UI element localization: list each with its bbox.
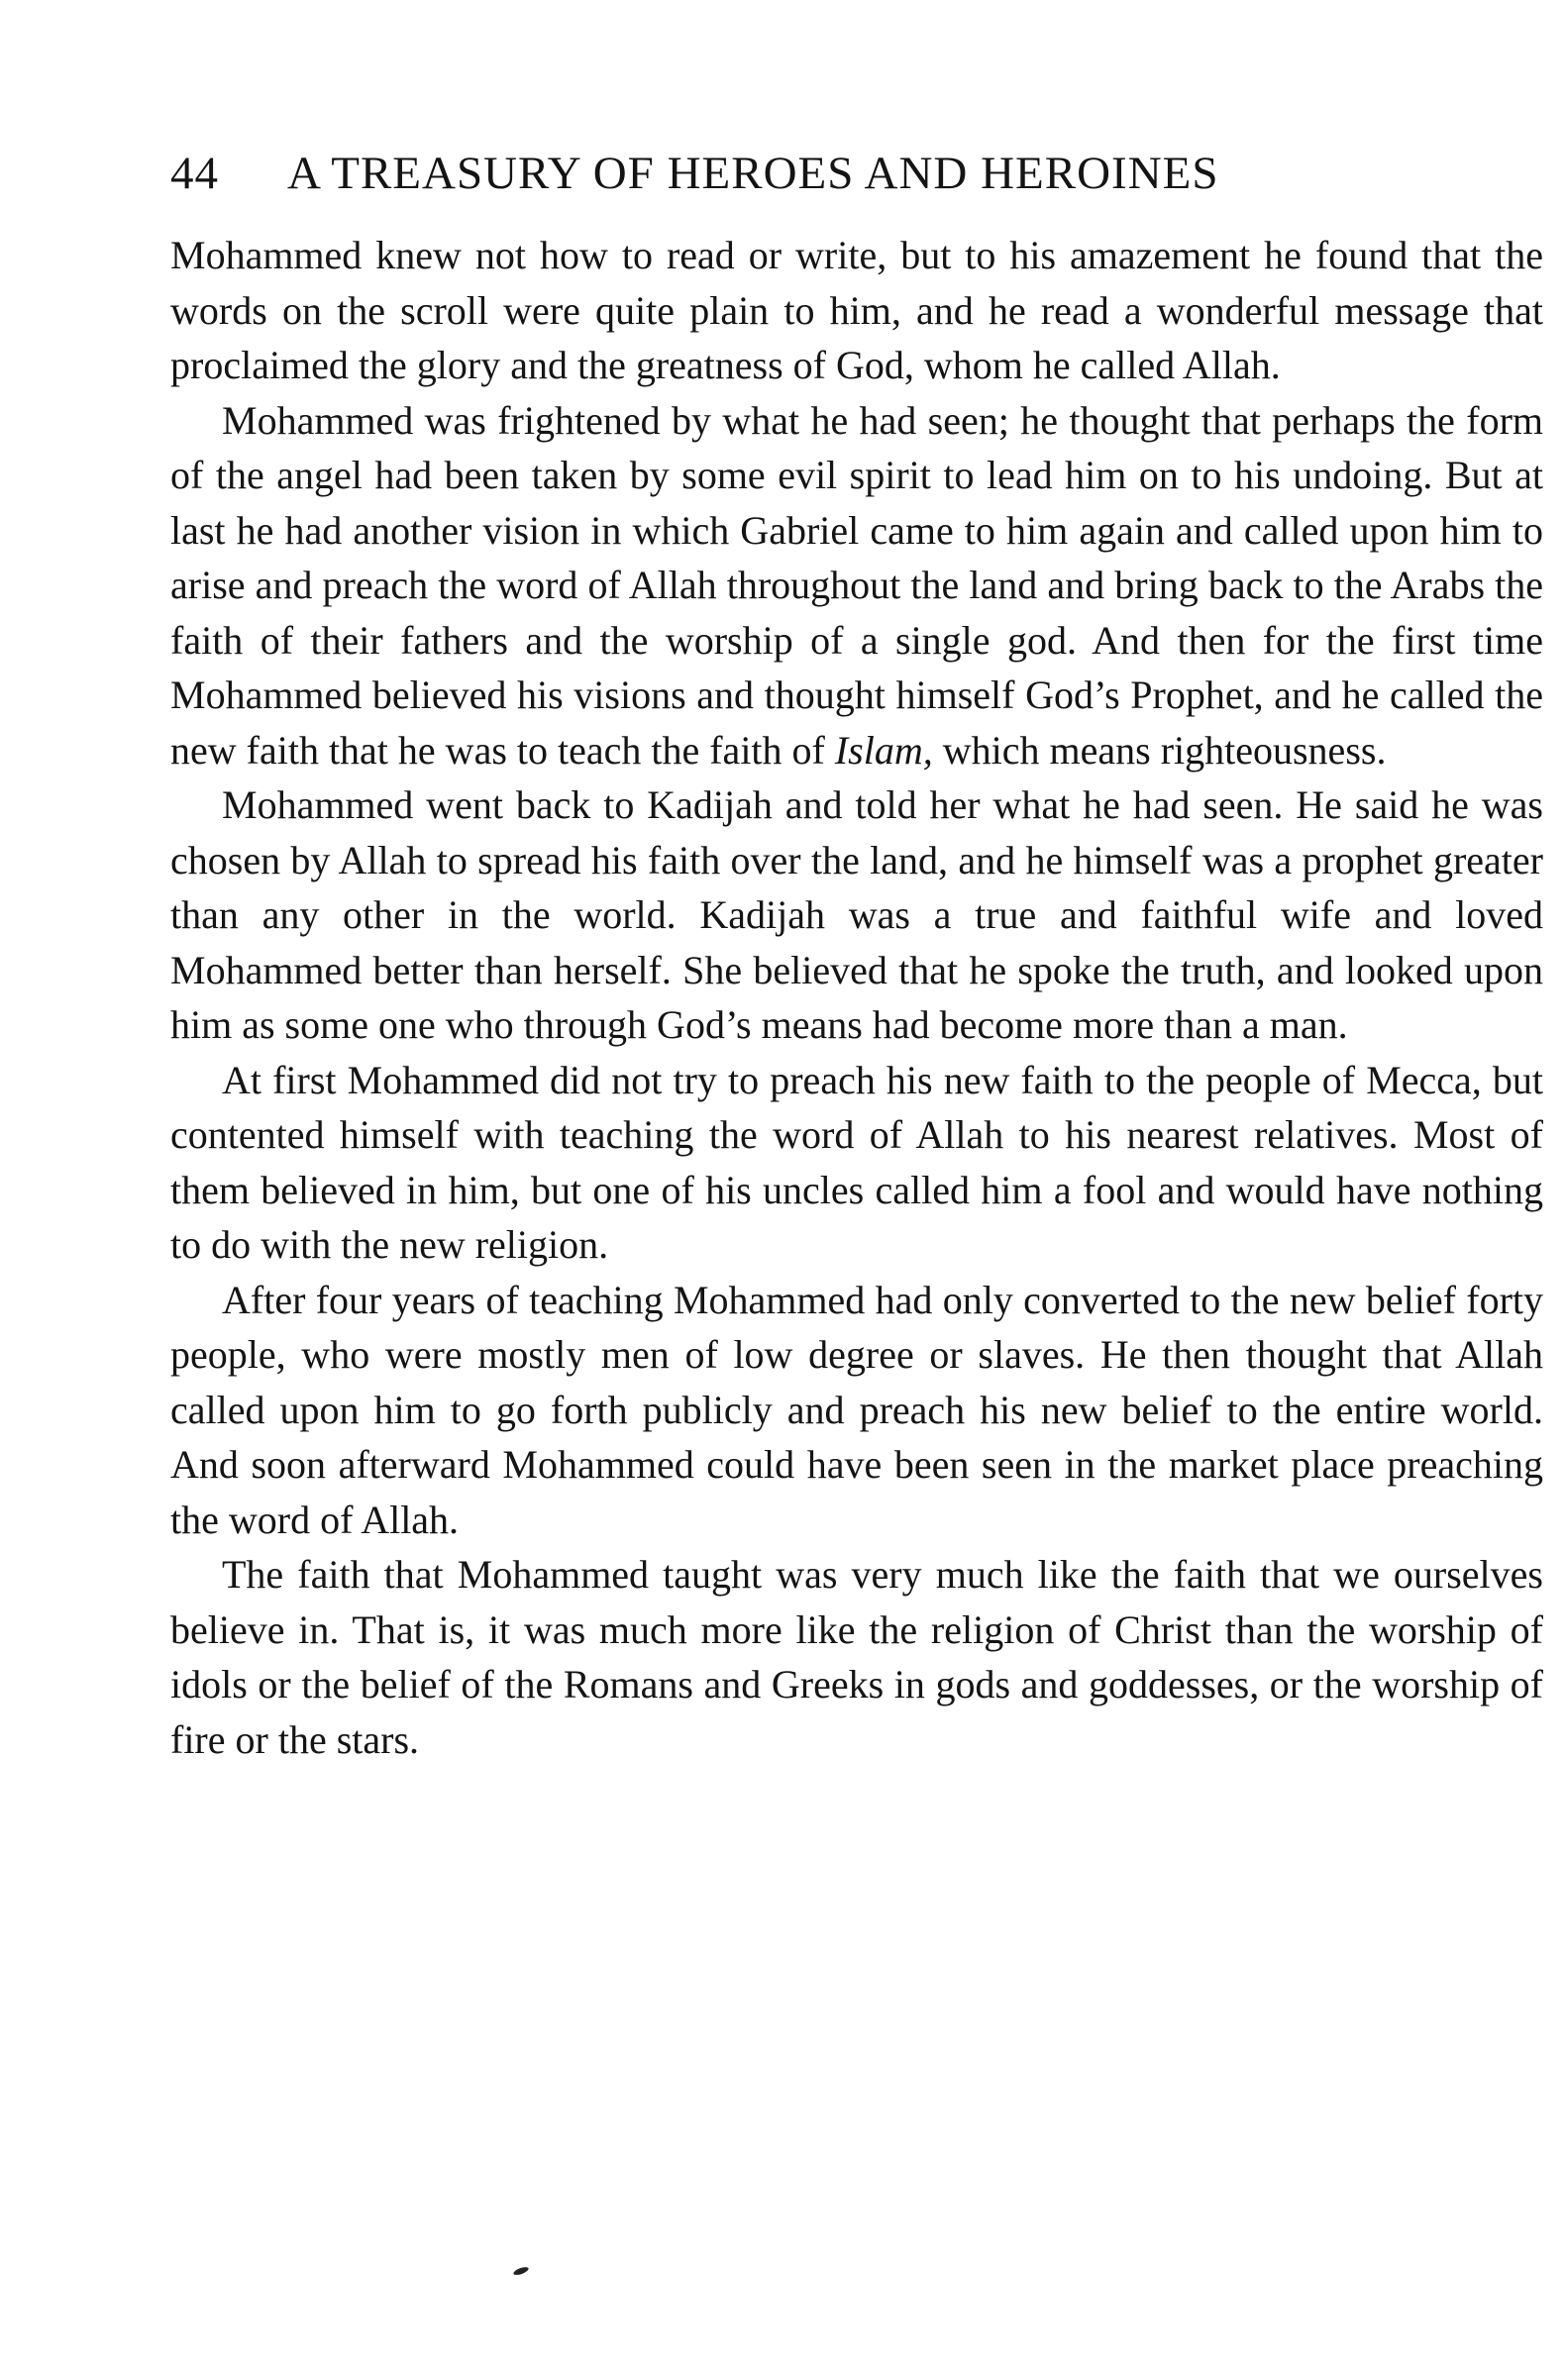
paragraph-4: At first Mohammed did not try to preach his new faith to the people of Mecca, but contented himself with teaching the word of Allah to his nearest relatives. Most of them believed in him, but one of his uncles called him a fool and would have nothing to do with the new religion. [170, 1057, 1543, 1267]
body-text [170, 228, 1543, 1767]
running-title: A TREASURY OF HEROES AND HEROINES [287, 148, 1219, 199]
ink-speck [512, 2265, 529, 2276]
paragraph-2-text: Mohammed was frightened by what he had seen; he thought that perhaps the form of the angel had been taken by some evil spirit to lead him on to his undoing. But at last he had another vision in which Gabriel came to him again and called upon him to arise and preach the word of Allah throughout the land and bring back to the Arabs the faith of their fathers and the worship of a single god. And then for the first time Mohammed believed his visions and thought himself God’s Prophet, and he called the new faith that he was to teach the faith of [170, 397, 1543, 773]
paragraph-6: The faith that Mohammed taught was very much like the faith that we ourselves believe in. That is, it was much more like the religion of Christ than the worship of idols or the belief of the Romans and Greeks in gods and goddesses, or the worship of fire or the stars. [170, 1552, 1543, 1762]
paragraph-1: Mohammed knew not how to read or write, but to his amazement he found that the words on the scroll were quite plain to him, and he read a wonderful message that proclaimed the glory and the greatness of God, whom he called Allah. [170, 233, 1543, 387]
page-number: 44 [170, 148, 219, 199]
running-head [170, 139, 1389, 208]
italic-term-islam: Islam, [834, 727, 933, 773]
paragraph-5: After four years of teaching Mohammed had only converted to the new belief forty people, who were mostly men of low degree or slaves. He then thought that Allah called upon him to go forth publicly and preach his new belief to the entire world. And soon afterward Mohammed could have been seen in the market place preaching the word of Allah. [170, 1277, 1543, 1542]
paragraph-3: Mohammed went back to Kadijah and told her what he had seen. He said he was chosen by Allah to spread his faith over the land, and he himself was a prophet greater than any other in the world. Kadijah was a true and faithful wife and loved Mohammed better than herself. She believed that he spoke the truth, and looked upon him as some one who through God’s means had become more than a man. [170, 782, 1543, 1047]
paragraph-2 [170, 393, 1543, 778]
paragraph-2-text-end: which means righteousness. [932, 727, 1387, 773]
